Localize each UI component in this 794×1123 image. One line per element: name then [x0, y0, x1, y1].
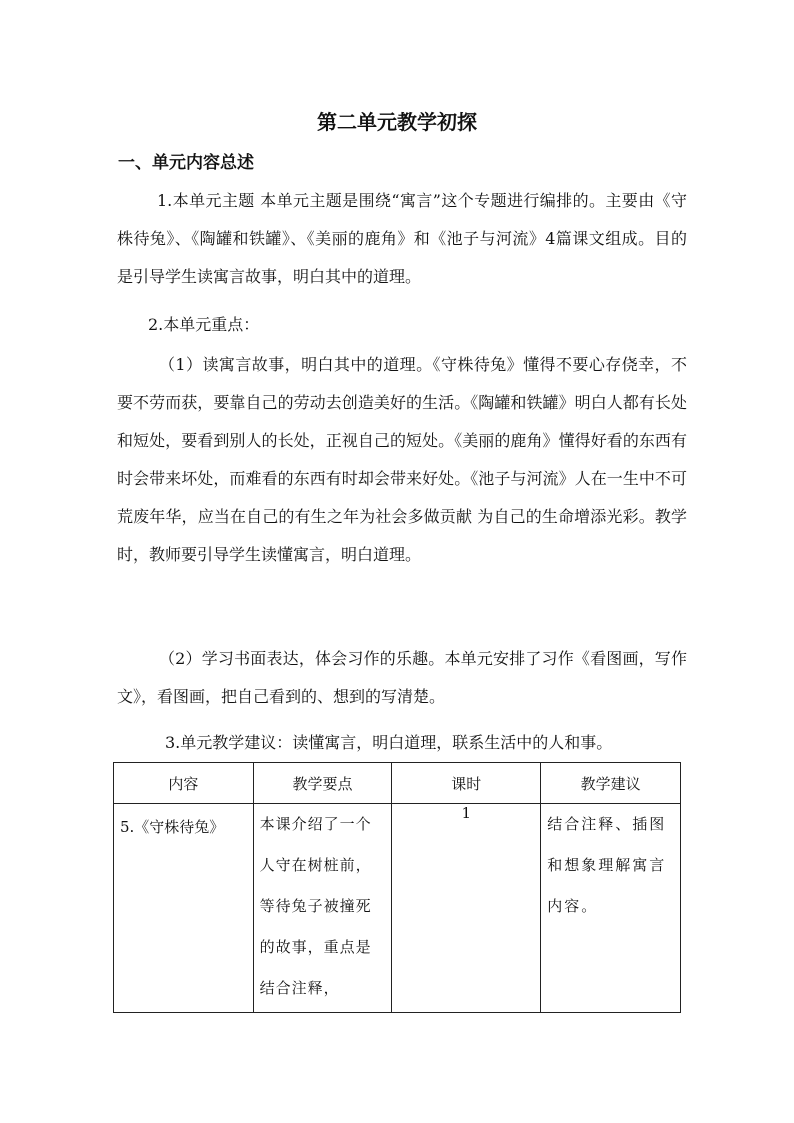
table-header-row	[114, 763, 681, 804]
section-heading-overview: 一、单元内容总述	[118, 153, 254, 173]
teaching-plan-table	[113, 762, 681, 1013]
cell-class-hours: 1	[392, 804, 541, 1013]
paragraph-teaching-suggestion: 3.单元教学建议：读懂寓言，明白道理，联系生活中的人和事。	[165, 733, 613, 752]
page-title: 第二单元教学初探	[317, 110, 477, 134]
column-header-teaching-points: 教学要点	[253, 763, 392, 804]
column-header-class-hours: 课时	[392, 763, 541, 804]
column-header-teaching-advice: 教学建议	[541, 763, 681, 804]
cell-teaching-advice: 结合注释、插图和想象理解寓言内容。	[541, 804, 681, 1013]
column-header-content: 内容	[114, 763, 254, 804]
cell-lesson: 5.《守株待兔》	[114, 804, 254, 1013]
paragraph-key-point-2: （2）学习书面表达，体会习作的乐趣。本单元安排了习作《看图画，写作文》，看图画，把自己看到的、想到的写清楚。	[117, 649, 687, 706]
paragraph-unit-theme: 1.本单元主题 本单元主题是围绕“寓言”这个专题进行编排的。主要由《守株待兔》、《陶罐和铁罐》、《美丽的鹿角》和《池子与河流》4篇课文组成。目的是引导学生读寓言故事，明白其中的道理。	[117, 191, 687, 286]
table-row	[114, 804, 681, 1013]
cell-teaching-points: 本课介绍了一个人守在树桩前，等待兔子被撞死的故事，重点是结合注释，	[253, 804, 392, 1013]
paragraph-key-point-1: （1）读寓言故事，明白其中的道理。《守株待兔》懂得不要心存侥幸，不要不劳而获，要靠自己的劳动去创造美好的生活。《陶罐和铁罐》明白人都有长处和短处，要看到别人的长处，正视自己的短处。《美丽的鹿角》懂得好看的东西有时会带来坏处，而难看的东西有时却会带来好处。《池子与河流》人在一生中不可荒废年华，应当在自己的有生之年为社会多做贡献 为自己的生命增添光彩。教学时，教师要引导学生读懂寓言，明白道理。	[117, 355, 687, 564]
paragraph-key-points-heading: 2.本单元重点：	[148, 315, 260, 334]
